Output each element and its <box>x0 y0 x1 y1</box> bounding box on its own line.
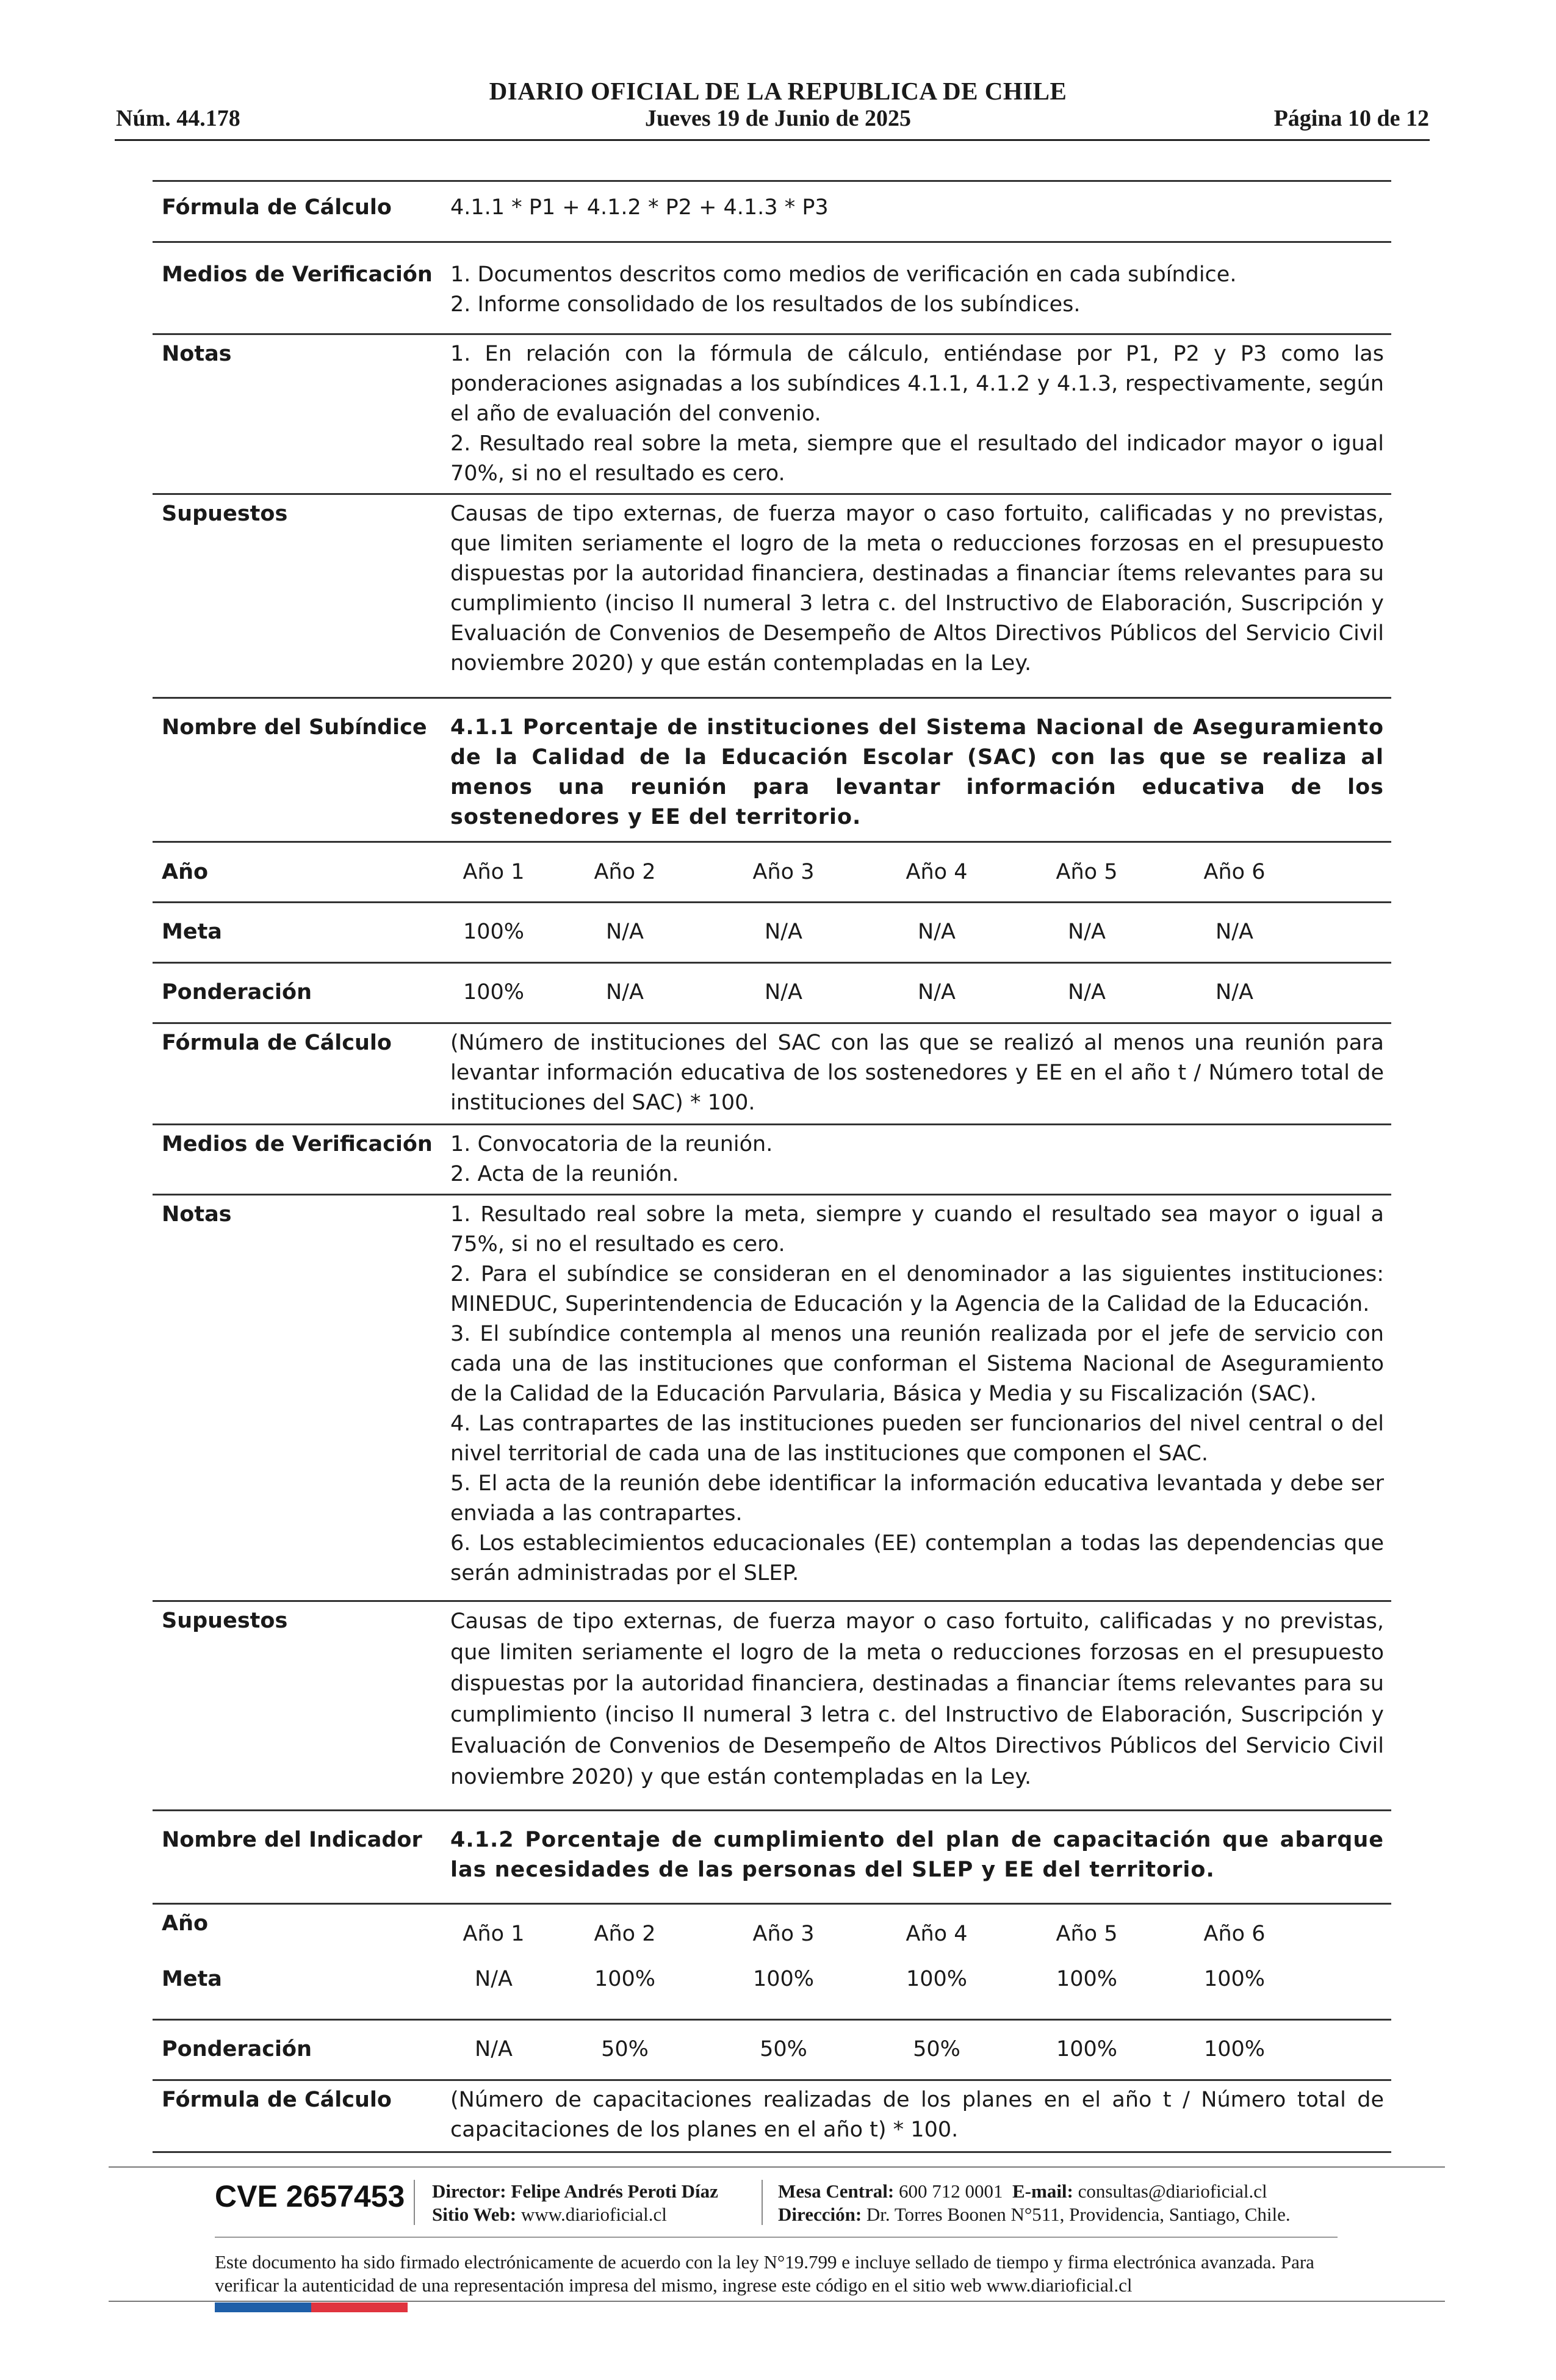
indicator-name-row <box>153 1809 1391 1903</box>
email-label: E-mail: <box>1012 2180 1073 2202</box>
flag-stripe-blue <box>215 2302 311 2312</box>
publication-title: DIARIO OFICIAL DE LA REPUBLICA DE CHILE <box>489 77 1067 105</box>
target-cell: N/A <box>765 920 802 944</box>
page-number: Página 10 de 12 <box>1273 106 1429 131</box>
row-label: Meta <box>162 1967 222 1991</box>
target-cell: N/A <box>1216 920 1253 944</box>
assumptions-text: Causas de tipo externas, de fuerza mayor o caso fortuito, calificadas y no previstas, que limiten seriamente el logro de la meta o reducciones forzosas en el presupuesto dispuestas por la autoridad financiera, destinadas a financiar ítems relevantes para su cumplimiento (inciso II numeral 3 letra c. del Instructivo de Elaboración, Suscripción y Evaluación de Convenios de Desempeño de Altos Directivos Públicos del Servicio Civil noviembre 2020) y que están contempladas en la Ley. <box>450 1609 1384 1789</box>
director-label: Director: <box>432 2180 506 2202</box>
row-label: Año <box>162 860 209 884</box>
footer-director-block <box>432 2180 718 2226</box>
assumptions-row <box>153 493 1391 697</box>
row-label: Ponderación <box>162 2037 312 2061</box>
target-cell: 100% <box>752 1967 815 1991</box>
director-name: Felipe Andrés Peroti Díaz <box>511 2180 718 2202</box>
weight-cell: N/A <box>1068 980 1106 1004</box>
issue-date: Jueves 19 de Junio de 2025 <box>645 106 911 131</box>
assumptions-text: Causas de tipo externas, de fuerza mayor o caso fortuito, calificadas y no previstas, que limiten seriamente el logro de la meta o reducciones forzosas en el presupuesto dispuestas por la autoridad financiera, destinadas a financiar ítems relevantes para su cumplimiento (inciso II numeral 3 letra c. del Instructivo de Elaboración, Suscripción y Evaluación de Convenios de Desempeño de Altos Directivos Públicos del Servicio Civil noviembre 2020) y que están contempladas en la Ley. <box>450 502 1384 676</box>
phone-label: Mesa Central: <box>778 2180 895 2202</box>
target-cell: 100% <box>463 920 525 944</box>
verification-row <box>153 1123 1391 1194</box>
target-cell: 100% <box>1203 1967 1266 1991</box>
footer-separator <box>414 2180 415 2225</box>
formula-value: (Número de instituciones del SAC con las que se realizó al menos una reunión para levantar información educativa de los sostenedores y EE en el año t / Número total de instituciones del SAC) * 100. <box>450 1031 1384 1115</box>
note-item: 4. Las contrapartes de las instituciones pueden ser funcionarios del nivel central o del nivel territorial de cada una de las instituciones que componen el SAC. <box>450 1412 1384 1466</box>
target-cell: N/A <box>1068 920 1106 944</box>
verification-item: 1. Convocatoria de la reunión. <box>450 1132 773 1156</box>
year-cell: Año 4 <box>906 860 968 884</box>
footer-bottom-divider <box>109 2301 1445 2302</box>
note-item: 2. Resultado real sobre la meta, siempre que el resultado del indicador mayor o igual 70%, si no el resultado es cero. <box>450 431 1384 486</box>
weight-cell: 50% <box>601 2037 649 2061</box>
row-label: Medios de Verificación <box>162 1132 433 1156</box>
row-label: Medios de Verificación <box>162 262 433 287</box>
row-label: Año <box>162 1911 209 1936</box>
weight-row <box>153 2019 1391 2079</box>
footer-contact-block <box>778 2180 1291 2226</box>
target-row <box>153 901 1391 962</box>
indicator-name: 4.1.2 Porcentaje de cumplimiento del plan de capacitación que abarque las necesidades de las personas del SLEP y EE del territorio. <box>450 1828 1384 1882</box>
weight-cell: N/A <box>606 980 644 1004</box>
formula-value: 4.1.1 * P1 + 4.1.2 * P2 + 4.1.3 * P3 <box>450 195 829 220</box>
row-label: Supuestos <box>162 502 288 526</box>
email-link[interactable]: consultas@diarioficial.cl <box>1078 2180 1267 2202</box>
notes-row <box>153 333 1391 493</box>
year-cell: Año 4 <box>906 1922 968 1946</box>
year-cell: Año 1 <box>463 860 525 884</box>
website-label: Sitio Web: <box>432 2204 517 2225</box>
note-item: 3. El subíndice contempla al menos una reunión realizada por el jefe de servicio con cada una de las instituciones que conforman el Sistema Nacional de Aseguramiento de la Calidad de la Educación Parvularia, Básica y Media y su Fiscalización (SAC). <box>450 1322 1384 1406</box>
issue-number: Núm. 44.178 <box>116 106 240 131</box>
header-divider <box>115 139 1430 141</box>
weight-cell: N/A <box>1216 980 1253 1004</box>
weight-cell: 50% <box>760 2037 807 2061</box>
note-item: 6. Los establecimientos educacionales (EE) contemplan a todas las dependencias que serán administradas por el SLEP. <box>450 1531 1384 1585</box>
website-link[interactable]: www.diarioficial.cl <box>520 2204 667 2225</box>
row-label: Fórmula de Cálculo <box>162 195 392 220</box>
weight-cell: 100% <box>1056 2037 1118 2061</box>
row-label: Nombre del Subíndice <box>162 715 427 740</box>
year-cell: Año 6 <box>1203 860 1266 884</box>
target-cell: 100% <box>906 1967 968 1991</box>
row-label: Supuestos <box>162 1609 288 1633</box>
formula-row <box>153 1022 1391 1123</box>
target-cell: N/A <box>918 920 956 944</box>
footer-separator <box>762 2180 763 2225</box>
note-item: 5. El acta de la reunión debe identificar la información educativa levantada y debe ser enviada a las contrapartes. <box>450 1471 1384 1526</box>
subindex-name: 4.1.1 Porcentaje de instituciones del Sistema Nacional de Aseguramiento de la Calidad de la Educación Escolar (SAC) con las que se realiza al menos una reunión para levantar información educativa de los sostenedores y EE del territorio. <box>450 715 1384 829</box>
weight-cell: 50% <box>913 2037 960 2061</box>
row-label: Notas <box>162 342 232 366</box>
weight-row <box>153 962 1391 1022</box>
target-cell: 100% <box>594 1967 656 1991</box>
footer-inner-divider <box>215 2237 1338 2238</box>
phone-number: 600 712 0001 <box>899 2180 1003 2202</box>
year-row <box>153 841 1391 901</box>
row-label: Fórmula de Cálculo <box>162 2088 392 2112</box>
formula-row <box>153 180 1391 241</box>
flag-stripe-red <box>311 2302 408 2312</box>
year-cell: Año 5 <box>1056 860 1118 884</box>
verification-item: 2. Informe consolidado de los resultados de los subíndices. <box>450 292 1081 317</box>
note-item: 1. Resultado real sobre la meta, siempre y cuando el resultado sea mayor o igual a 75%, si no el resultado es cero. <box>450 1202 1384 1257</box>
indicator-table <box>153 180 1391 2153</box>
row-label: Ponderación <box>162 980 312 1004</box>
weight-cell: N/A <box>765 980 802 1004</box>
subindex-name-row <box>153 697 1391 841</box>
address-text: Dr. Torres Boonen N°511, Providencia, Santiago, Chile. <box>866 2204 1291 2225</box>
year-row <box>153 1903 1391 1960</box>
note-item: 2. Para el subíndice se consideran en el denominador a las siguientes instituciones: MINEDUC, Superintendencia de Educación y la Agencia de la Calidad de la Educación. <box>450 1262 1384 1316</box>
formula-row <box>153 2079 1391 2153</box>
target-cell: N/A <box>606 920 644 944</box>
weight-cell: 100% <box>1203 2037 1266 2061</box>
year-cell: Año 3 <box>752 860 815 884</box>
year-cell: Año 6 <box>1203 1922 1266 1946</box>
footer-divider <box>109 2166 1445 2168</box>
verification-row <box>153 241 1391 333</box>
row-label: Notas <box>162 1202 232 1227</box>
assumptions-row <box>153 1600 1391 1809</box>
verification-item: 1. Documentos descritos como medios de verificación en cada subíndice. <box>450 262 1237 287</box>
year-cell: Año 2 <box>594 1922 656 1946</box>
year-cell: Año 3 <box>752 1922 815 1946</box>
notes-row <box>153 1194 1391 1600</box>
address-label: Dirección: <box>778 2204 862 2225</box>
verification-item: 2. Acta de la reunión. <box>450 1162 679 1186</box>
row-label: Meta <box>162 920 222 944</box>
year-cell: Año 2 <box>594 860 656 884</box>
year-cell: Año 5 <box>1056 1922 1118 1946</box>
note-item: 1. En relación con la fórmula de cálculo, entiéndase por P1, P2 y P3 como las ponderaciones asignadas a los subíndices 4.1.1, 4.1.2 y 4.1.3, respectivamente, según el año de evaluación del convenio. <box>450 342 1384 426</box>
signature-legal-notice: Este documento ha sido firmado electrónicamente de acuerdo con la ley N°19.799 e incluye sellado de tiempo y firma electrónica avanzada. Para verificar la autenticidad de una representación impresa del mismo, ingrese este código en el sitio web www.diarioficial.cl <box>215 2251 1314 2296</box>
row-label: Fórmula de Cálculo <box>162 1031 392 1055</box>
weight-cell: N/A <box>918 980 956 1004</box>
row-label: Nombre del Indicador <box>162 1828 422 1852</box>
target-cell: 100% <box>1056 1967 1118 1991</box>
weight-cell: 100% <box>463 980 525 1004</box>
cve-code: CVE 2657453 <box>215 2179 405 2213</box>
target-cell: N/A <box>475 1967 513 1991</box>
weight-cell: N/A <box>475 2037 513 2061</box>
formula-value: (Número de capacitaciones realizadas de los planes en el año t / Número total de capacitaciones de los planes en el año t) * 100. <box>450 2088 1384 2142</box>
year-cell: Año 1 <box>463 1922 525 1946</box>
target-row <box>153 1960 1391 2019</box>
